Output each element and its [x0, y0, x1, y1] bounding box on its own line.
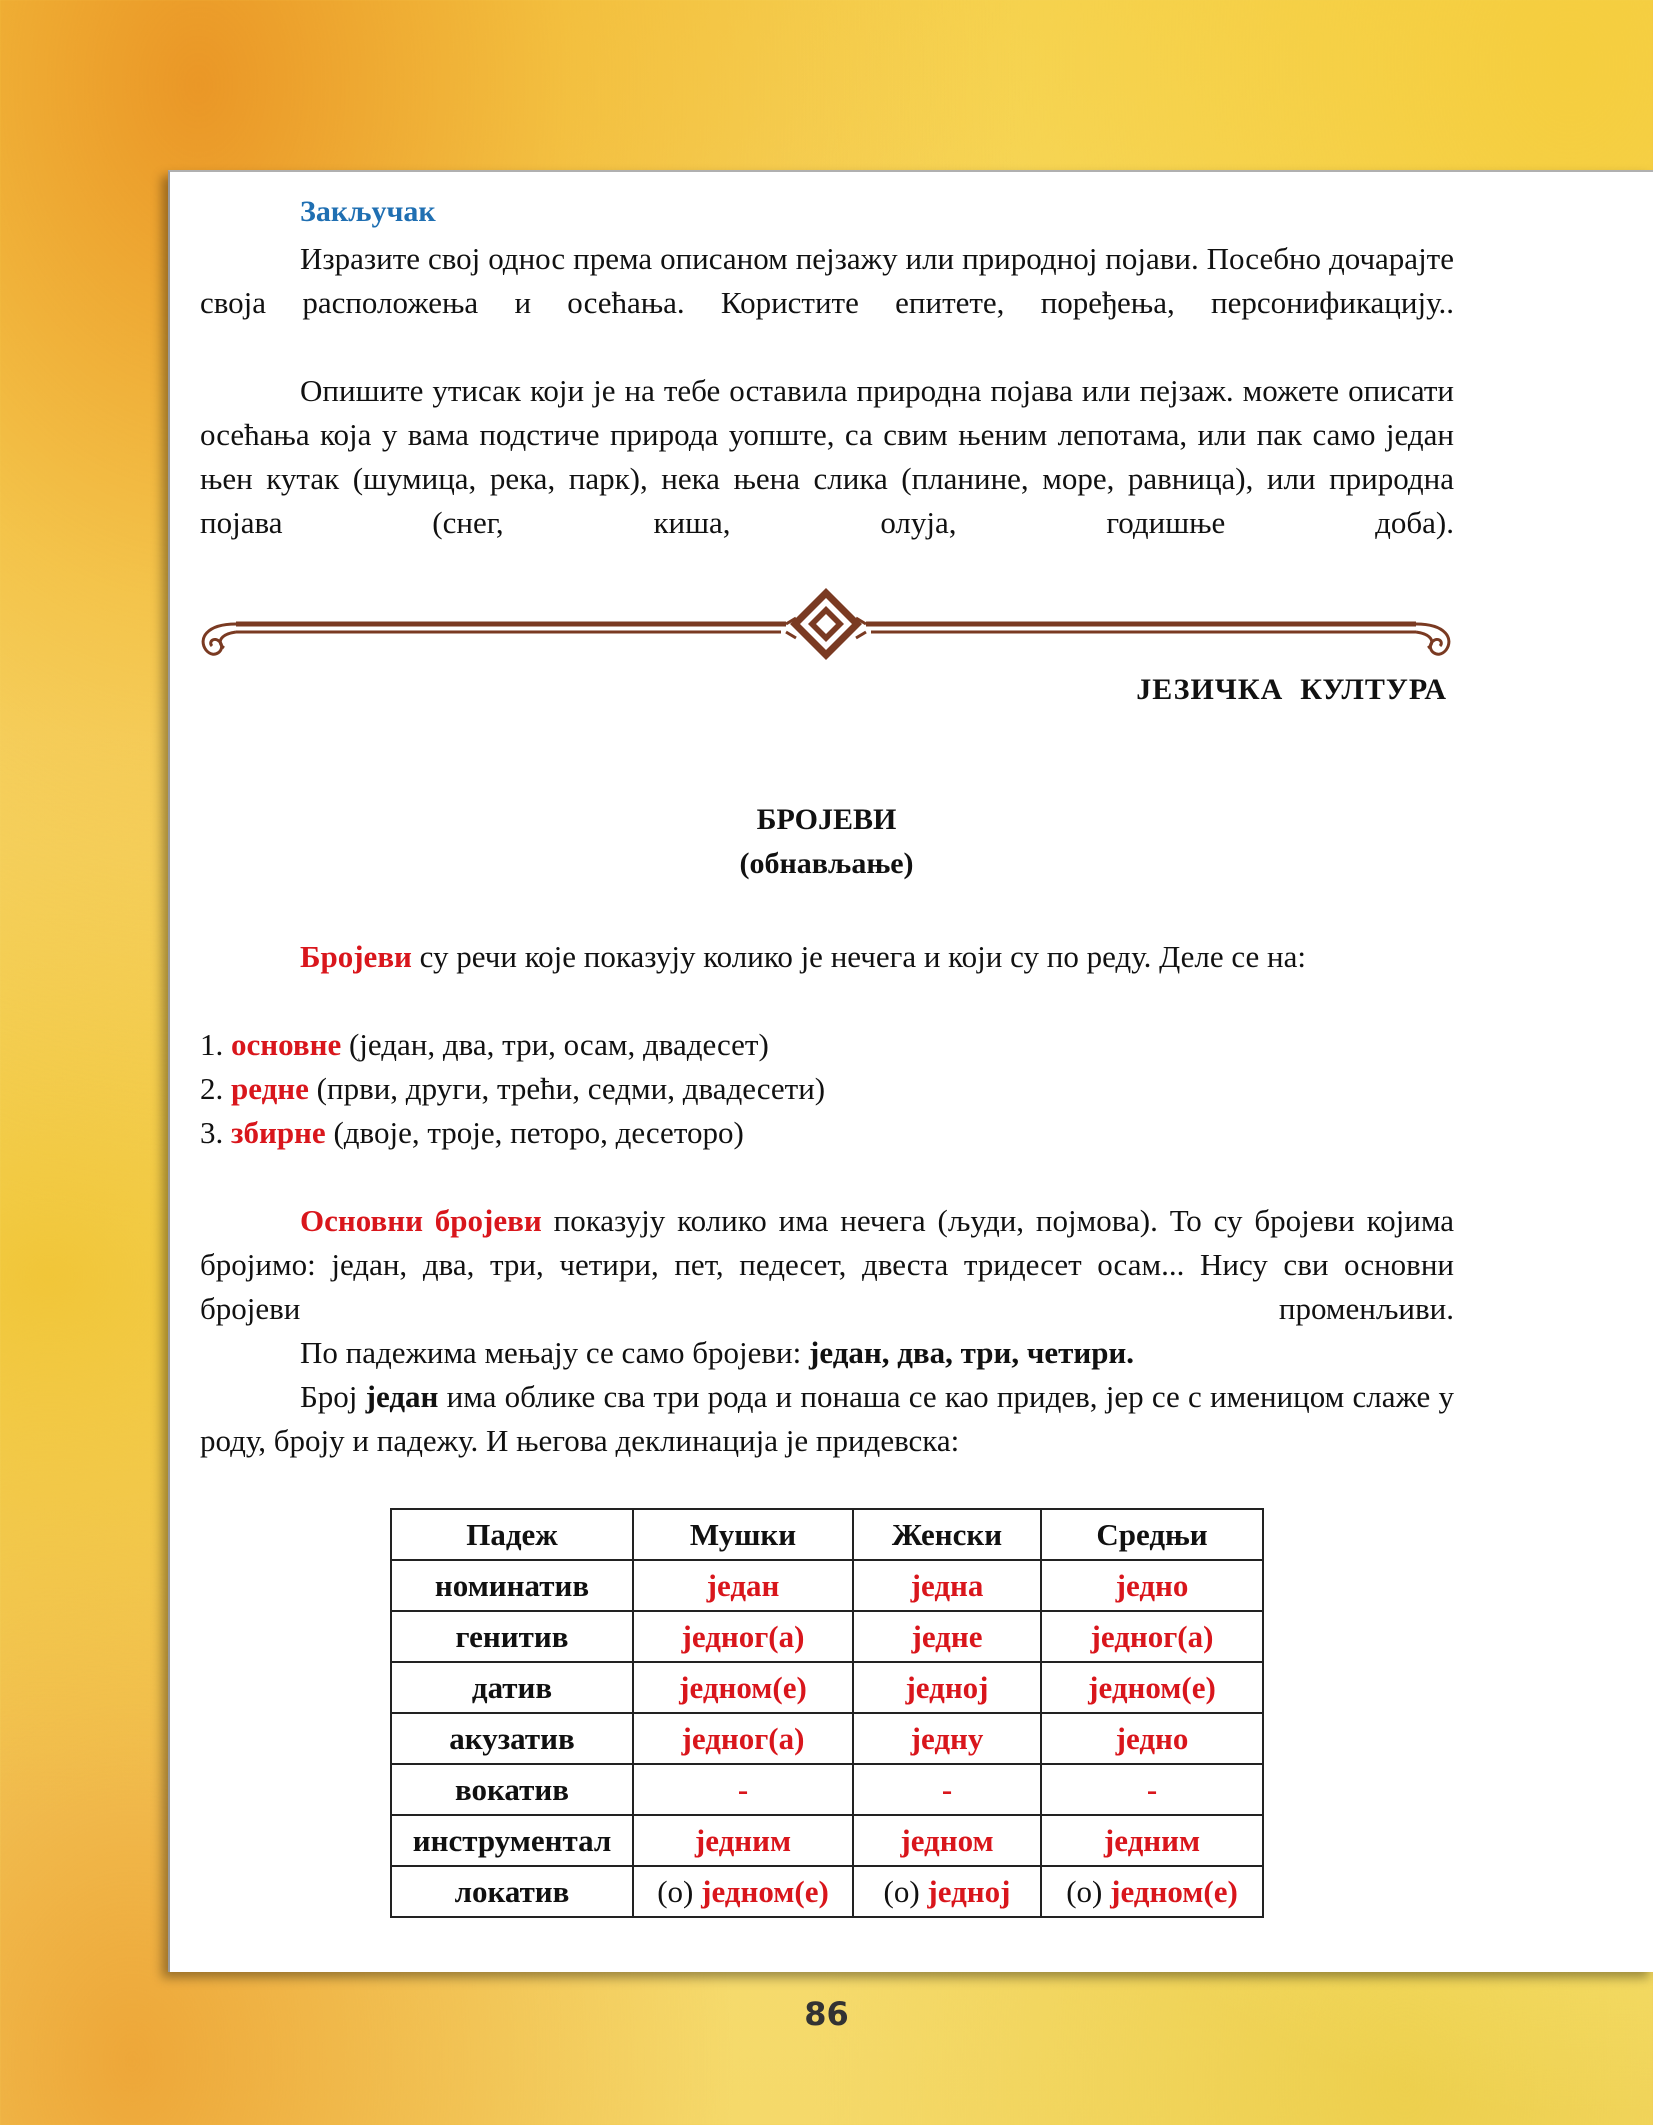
conclusion-paragraph-2: Опишите утисак који је на тебе оставила природна појава или пејзаж. можете описати осећања која у вама подстиче природа уопште, са свим њеним лепотама, или пак само један њен кутак (шумица, река, парк), нека њена слика (планине, море, равница), или природна појава (снег, киша, олуја, годишње доба).: [200, 373, 1454, 540]
case-name: локатив: [391, 1866, 633, 1917]
feminine-form: једну: [853, 1713, 1041, 1764]
preposition: (о): [1066, 1873, 1111, 1909]
term-brojevi: Бројеви: [300, 939, 412, 974]
masculine-form: једног(а): [633, 1611, 853, 1662]
feminine-form: једној: [853, 1662, 1041, 1713]
header-case: Падеж: [391, 1509, 633, 1560]
neuter-form: једно: [1041, 1560, 1263, 1611]
ornament-divider: [196, 584, 1456, 660]
jedan-word: један: [365, 1379, 439, 1414]
lesson-subtitle: (обнављање): [739, 847, 914, 880]
table-header-row: [391, 1509, 1263, 1560]
cases-numbers: један, два, три, четири.: [809, 1335, 1135, 1370]
list-item: [200, 1067, 825, 1111]
case-name: датив: [391, 1662, 633, 1713]
neuter-form: једног(а): [1041, 1611, 1263, 1662]
table-row: [391, 1815, 1263, 1866]
masculine-form: једним: [633, 1815, 853, 1866]
list-term: збирне: [231, 1115, 326, 1150]
list-examples: (први, други, трећи, седми, двадесети): [308, 1071, 826, 1106]
header-masculine: Мушки: [633, 1509, 853, 1560]
jedan-text: има облике сва три рода и понаша се као придев, јер се с именицом слаже у роду, броју и падежу. И његова деклинација је придевска:: [200, 1379, 1454, 1458]
section-title: ЈЕЗИЧКА КУЛТУРА: [1136, 673, 1447, 706]
masculine-form: једном(е): [633, 1662, 853, 1713]
preposition: (о): [657, 1873, 702, 1909]
table-row: [391, 1866, 1263, 1917]
list-number: 1.: [200, 1027, 231, 1062]
header-feminine: Женски: [853, 1509, 1041, 1560]
list-term: основне: [231, 1027, 342, 1062]
neuter-form: једним: [1041, 1815, 1263, 1866]
declension-table: [390, 1508, 1264, 1918]
neuter-form: једном(е): [1110, 1873, 1238, 1909]
masculine-form: један: [633, 1560, 853, 1611]
table-row: [391, 1611, 1263, 1662]
masculine-cell: [633, 1866, 853, 1917]
numbers-definition: [300, 935, 1306, 979]
case-name: генитив: [391, 1611, 633, 1662]
list-number: 3.: [200, 1115, 231, 1150]
definition-text: су речи које показују колико је нечега и који су по реду. Деле се на:: [411, 939, 1306, 974]
feminine-form: једној: [927, 1873, 1011, 1909]
number-types-list: [200, 1023, 825, 1155]
conclusion-paragraph-1: Изразите свој однос према описаном пејзажу или природној појави. Посебно дочарајте своја расположења и осећања. Користите епитете, поређења, персонификацију..: [200, 241, 1454, 320]
jedan-pre: Број: [300, 1379, 366, 1414]
page-number: 86: [804, 1995, 849, 2033]
feminine-form: -: [853, 1764, 1041, 1815]
masculine-form: -: [633, 1764, 853, 1815]
term-osnovni: Основни бројеви: [300, 1203, 542, 1238]
list-examples: (двоје, троје, петоро, десеторо): [325, 1115, 744, 1150]
feminine-cell: [853, 1866, 1041, 1917]
table-row: [391, 1662, 1263, 1713]
basic-numbers-text: показују колико има нечега (људи, појмова). То су бројеви којима бројимо: један, два, три, четири, пет, педесет, двеста тридесет осам... Нису сви основни бројеви променљиви.: [200, 1203, 1454, 1326]
feminine-form: једном: [853, 1815, 1041, 1866]
neuter-form: -: [1041, 1764, 1263, 1815]
preposition: (о): [883, 1873, 928, 1909]
table-row: [391, 1764, 1263, 1815]
list-examples: (један, два, три, осам, двадесет): [341, 1027, 769, 1062]
feminine-form: једна: [853, 1560, 1041, 1611]
masculine-form: једном(е): [701, 1873, 829, 1909]
list-item: [200, 1111, 825, 1155]
lesson-title: БРОЈЕВИ: [756, 803, 897, 836]
feminine-form: једне: [853, 1611, 1041, 1662]
case-name: акузатив: [391, 1713, 633, 1764]
basic-numbers-section: [200, 1199, 1454, 1463]
case-name: инструментал: [391, 1815, 633, 1866]
table-row: [391, 1560, 1263, 1611]
table-row: [391, 1713, 1263, 1764]
conclusion-title: Закључак: [300, 195, 436, 228]
neuter-cell: [1041, 1866, 1263, 1917]
cases-text: По падежима мењају се само бројеви:: [300, 1335, 810, 1370]
list-item: [200, 1023, 825, 1067]
list-number: 2.: [200, 1071, 231, 1106]
neuter-form: једно: [1041, 1713, 1263, 1764]
list-term: редне: [231, 1071, 309, 1106]
neuter-form: једном(е): [1041, 1662, 1263, 1713]
case-name: номинатив: [391, 1560, 633, 1611]
cases-paragraph: [200, 1331, 1454, 1375]
basic-numbers-paragraph: [200, 1199, 1454, 1331]
masculine-form: једног(а): [633, 1713, 853, 1764]
jedan-paragraph: [200, 1375, 1454, 1463]
header-neuter: Средњи: [1041, 1509, 1263, 1560]
case-name: вокатив: [391, 1764, 633, 1815]
